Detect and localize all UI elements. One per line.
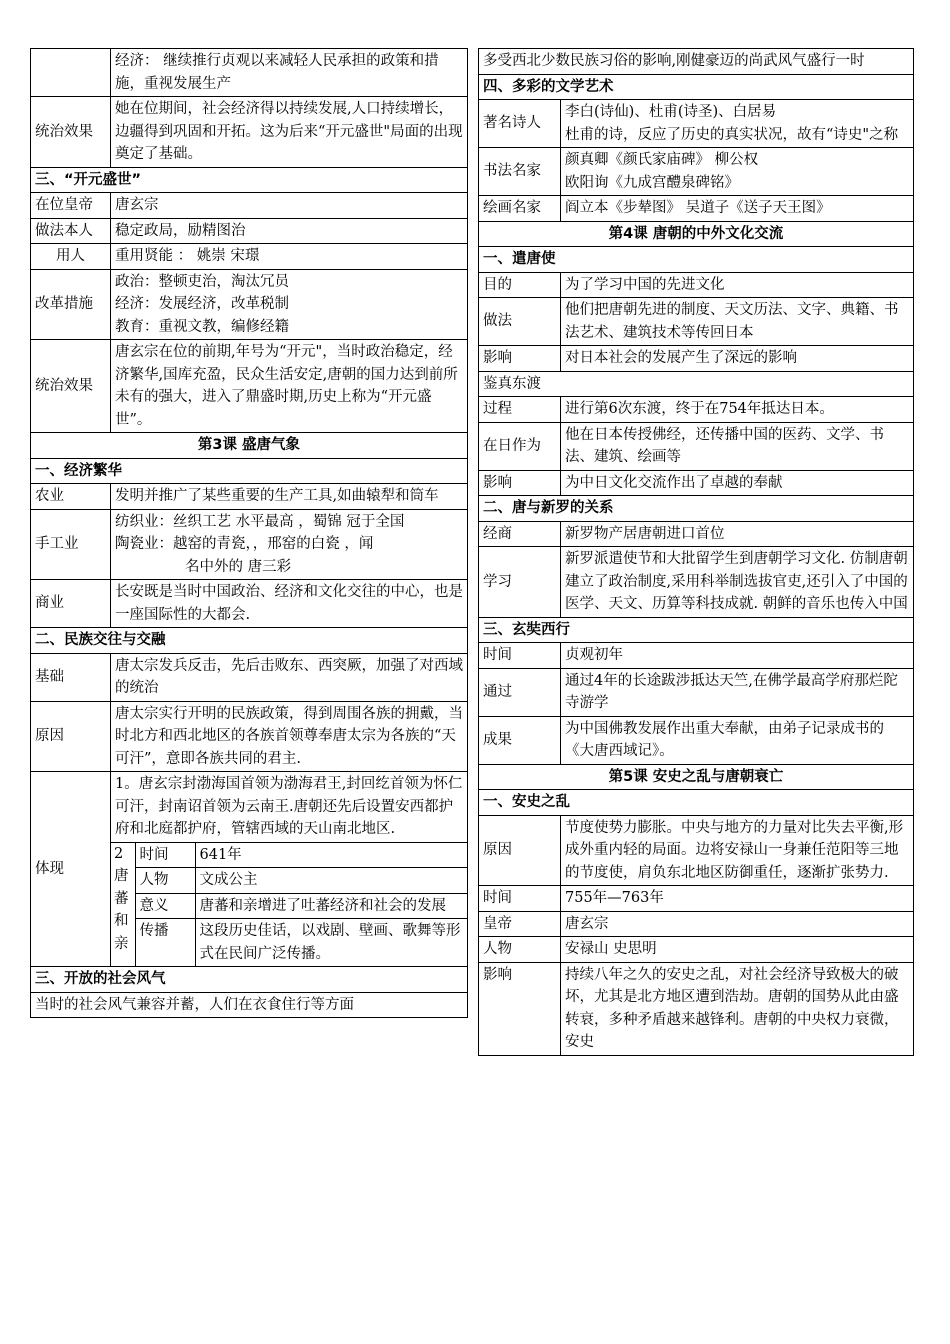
row-value bbox=[561, 100, 914, 148]
table-row bbox=[479, 470, 914, 496]
craft-line: 纺织业：丝织工艺 水平最高 ，蜀锦 冠于全国 bbox=[115, 513, 405, 530]
row-value: 他在日本传授佛经，还传播中国的医药、文学、书法、建筑、绘画等 bbox=[561, 422, 914, 470]
row-key: 书法名家 bbox=[479, 148, 561, 196]
heqin-value: 641年 bbox=[195, 842, 467, 868]
row-value bbox=[111, 509, 468, 580]
row-key: 目的 bbox=[479, 272, 561, 298]
row-key: 体现 bbox=[31, 772, 111, 967]
right-column bbox=[478, 48, 914, 1056]
table-row bbox=[479, 397, 914, 423]
table-row bbox=[31, 193, 468, 219]
right-table bbox=[478, 48, 914, 1056]
row-value: 为中日文化交流作出了卓越的奉献 bbox=[561, 470, 914, 496]
row-value: 稳定政局，励精图治 bbox=[111, 218, 468, 244]
row-value: 通过4年的长途跋涉抵达天竺,在佛学最高学府那烂陀寺游学 bbox=[561, 668, 914, 716]
row-value: 进行第6次东渡，终于在754年抵达日本。 bbox=[561, 397, 914, 423]
row-value bbox=[111, 269, 468, 340]
row-key: 皇帝 bbox=[479, 911, 561, 937]
heqin-key: 意义 bbox=[135, 893, 195, 919]
row-value: 为中国佛教发展作出重大奉献，由弟子记录成书的《大唐西域记》。 bbox=[561, 716, 914, 764]
row-value: 经济： 继续推行贞观以来减轻人民承担的政策和措施，重视发展生产 bbox=[111, 49, 468, 97]
section-heading: 一、安史之乱 bbox=[479, 790, 914, 816]
section-heading: 二、唐与新罗的关系 bbox=[479, 496, 914, 522]
poet-line: 李白(诗仙)、杜甫(诗圣)、白居易 bbox=[565, 104, 777, 120]
callig-line: 欧阳询《九成宫醴泉碑铭》 bbox=[565, 174, 739, 191]
open-continued: 多受西北少数民族习俗的影响,刚健豪迈的尚武风气盛行一时 bbox=[479, 49, 914, 75]
row-value: 发明并推广了某些重要的生产工具,如曲辕犁和筒车 bbox=[111, 484, 468, 510]
table-row bbox=[479, 911, 914, 937]
section-heading: 三、开放的社会风气 bbox=[31, 967, 468, 993]
table-row bbox=[479, 100, 914, 148]
row-key: 改革措施 bbox=[31, 269, 111, 340]
row-key: 做法本人 bbox=[31, 218, 111, 244]
table-row bbox=[31, 218, 468, 244]
table-row bbox=[31, 772, 468, 967]
row-value: 为了学习中国的先进文化 bbox=[561, 272, 914, 298]
section-heading: 三、“开元盛世” bbox=[31, 167, 468, 193]
table-row bbox=[479, 298, 914, 346]
row-key: 影响 bbox=[479, 346, 561, 372]
table-row bbox=[31, 484, 468, 510]
row-value: 节度使势力膨胀。中央与地方的力量对比失去平衡,形成外重内轻的局面。边将安禄山一身兼任范阳等三地的节度使，肩负东北地区防御重任，逐渐扩张势力. bbox=[561, 815, 914, 886]
left-column bbox=[30, 48, 468, 1018]
table-row bbox=[479, 962, 914, 1055]
section-heading: 一、经济繁华 bbox=[31, 458, 468, 484]
table-row bbox=[31, 580, 468, 628]
row-value: 她在位期间，社会经济得以持续发展,人口持续增长，边疆得到巩固和开拓。这为后来“开元盛世"局面的出现奠定了基础。 bbox=[111, 97, 468, 168]
row-value: 长安既是当时中国政治、经济和文化交往的中心，也是一座国际性的大都会. bbox=[111, 580, 468, 628]
row-key: 统治效果 bbox=[31, 97, 111, 168]
row-key: 成果 bbox=[479, 716, 561, 764]
row-key: 农业 bbox=[31, 484, 111, 510]
section-heading: 一、遣唐使 bbox=[479, 247, 914, 273]
row-value: 重用贤能 ： 姚崇 宋璟 bbox=[111, 244, 468, 270]
table-row bbox=[479, 422, 914, 470]
lesson-title: 第4课 唐朝的中外文化交流 bbox=[479, 221, 914, 247]
heqin-table bbox=[111, 842, 467, 967]
open-text: 当时的社会风气兼容并蓄，人们在衣食住行等方面 bbox=[31, 992, 468, 1018]
row-value: 唐玄宗 bbox=[561, 911, 914, 937]
poet-line: 杜甫的诗，反应了历史的真实状况，故有“诗史"之称 bbox=[565, 126, 899, 143]
row-key: 著名诗人 bbox=[479, 100, 561, 148]
row-key: 时间 bbox=[479, 886, 561, 912]
reform-line: 经济：发展经济，改革税制 bbox=[115, 296, 289, 312]
table-row bbox=[479, 886, 914, 912]
row-key: 商业 bbox=[31, 580, 111, 628]
heqin-value: 文成公主 bbox=[195, 868, 467, 894]
row-value: 他们把唐朝先进的制度、天文历法、文字、典籍、书法艺术、建筑技术等传回日本 bbox=[561, 298, 914, 346]
heqin-key: 传播 bbox=[135, 919, 195, 967]
row-key: 过程 bbox=[479, 397, 561, 423]
heqin-value: 这段历史佳话，以戏剧、壁画、歌舞等形式在民间广泛传播。 bbox=[195, 919, 467, 967]
row-value: 755年—763年 bbox=[561, 886, 914, 912]
section-heading: 三、玄奘西行 bbox=[479, 617, 914, 643]
table-row bbox=[479, 815, 914, 886]
lesson-title: 第5课 安史之乱与唐朝衰亡 bbox=[479, 764, 914, 790]
row-key: 用人 bbox=[31, 244, 111, 270]
row-value: 新罗物产居唐朝进口首位 bbox=[561, 521, 914, 547]
row-value bbox=[561, 148, 914, 196]
table-row bbox=[31, 269, 468, 340]
table-row bbox=[479, 668, 914, 716]
row-value: 贞观初年 bbox=[561, 643, 914, 669]
table-row bbox=[31, 340, 468, 433]
row-key: 统治效果 bbox=[31, 340, 111, 433]
table-row bbox=[31, 509, 468, 580]
reform-line: 政治：整顿吏治，淘汰冗员 bbox=[115, 273, 289, 290]
row-value: 持续八年之久的安史之乱，对社会经济导致极大的破坏，尤其是北方地区遭到浩劫。唐朝的国势从此由盛转衰，多种矛盾越来越锋利。唐朝的中央权力衰微，安史 bbox=[561, 962, 914, 1055]
row-key: 手工业 bbox=[31, 509, 111, 580]
row-value: 安禄山 史思明 bbox=[561, 937, 914, 963]
row-value: 唐太宗实行开明的民族政策，得到周围各族的拥戴，当时北方和西北地区的各族首领尊奉唐太宗为各族的“天可汗”，意即各族共同的君主. bbox=[111, 701, 468, 772]
row-key: 原因 bbox=[31, 701, 111, 772]
row-value bbox=[111, 772, 468, 967]
row-key: 绘画名家 bbox=[479, 196, 561, 222]
row-key: 通过 bbox=[479, 668, 561, 716]
row-key: 在日作为 bbox=[479, 422, 561, 470]
row-key: 做法 bbox=[479, 298, 561, 346]
table-row bbox=[479, 148, 914, 196]
table-row bbox=[479, 521, 914, 547]
reform-line: 教育：重视文教，编修经籍 bbox=[115, 318, 289, 335]
row-value: 唐玄宗 bbox=[111, 193, 468, 219]
row-key: 时间 bbox=[479, 643, 561, 669]
table-row bbox=[479, 716, 914, 764]
heqin-value: 唐蕃和亲增进了吐蕃经济和社会的发展 bbox=[195, 893, 467, 919]
section-heading: 四、多彩的文学艺术 bbox=[479, 74, 914, 100]
craft-line: 名中外的 唐三彩 bbox=[185, 558, 292, 575]
section-heading: 二、民族交往与交融 bbox=[31, 628, 468, 654]
table-row bbox=[31, 49, 468, 97]
subsection-heading: 鉴真东渡 bbox=[479, 371, 914, 397]
embody-paragraph: 1。唐玄宗封渤海国首领为渤海君王,封回纥首领为怀仁可汗，封南诏首领为云南王.唐朝还先后设置安西都护府和北庭都护府，管辖西域的天山南北地区. bbox=[115, 776, 463, 837]
row-key: 基础 bbox=[31, 653, 111, 701]
left-table bbox=[30, 48, 468, 1018]
row-value: 对日本社会的发展产生了深远的影响 bbox=[561, 346, 914, 372]
table-row bbox=[479, 272, 914, 298]
row-key: 影响 bbox=[479, 962, 561, 1055]
row-key: 影响 bbox=[479, 470, 561, 496]
heqin-key: 人物 bbox=[135, 868, 195, 894]
table-row bbox=[31, 97, 468, 168]
row-key: 人物 bbox=[479, 937, 561, 963]
heqin-label: 2唐蕃和亲 bbox=[111, 842, 135, 966]
row-value: 新罗派遣使节和大批留学生到唐朝学习文化. 仿制唐朝建立了政治制度,采用科举制选拔官吏,还引入了中国的医学、天文、历算等科技成就. 朝鲜的音乐也传入中国 bbox=[561, 547, 914, 618]
row-key bbox=[31, 49, 111, 97]
row-key: 经商 bbox=[479, 521, 561, 547]
table-row bbox=[479, 643, 914, 669]
heqin-key: 时间 bbox=[135, 842, 195, 868]
table-row bbox=[31, 653, 468, 701]
row-value: 唐玄宗在位的前期,年号为“开元"，当时政治稳定，经济繁华,国库充盈，民众生活安定,唐朝的国力达到前所未有的强大，进入了鼎盛时期,历史上称为“开元盛世”。 bbox=[111, 340, 468, 433]
craft-line: 陶瓷业：越窑的青瓷，，邢窑的白瓷 ，闻 bbox=[115, 536, 374, 552]
table-row bbox=[479, 346, 914, 372]
row-value: 阎立本《步辇图》 吴道子《送子天王图》 bbox=[561, 196, 914, 222]
lesson-title: 第3课 盛唐气象 bbox=[31, 433, 468, 459]
table-row bbox=[31, 701, 468, 772]
callig-line: 颜真卿《颜氏家庙碑》 柳公权 bbox=[565, 152, 759, 168]
table-row bbox=[479, 937, 914, 963]
table-row bbox=[479, 547, 914, 618]
row-key: 在位皇帝 bbox=[31, 193, 111, 219]
table-row bbox=[31, 244, 468, 270]
row-key: 原因 bbox=[479, 815, 561, 886]
row-key: 学习 bbox=[479, 547, 561, 618]
row-value: 唐太宗发兵反击，先后击败东、西突厥，加强了对西域的统治 bbox=[111, 653, 468, 701]
table-row bbox=[479, 196, 914, 222]
